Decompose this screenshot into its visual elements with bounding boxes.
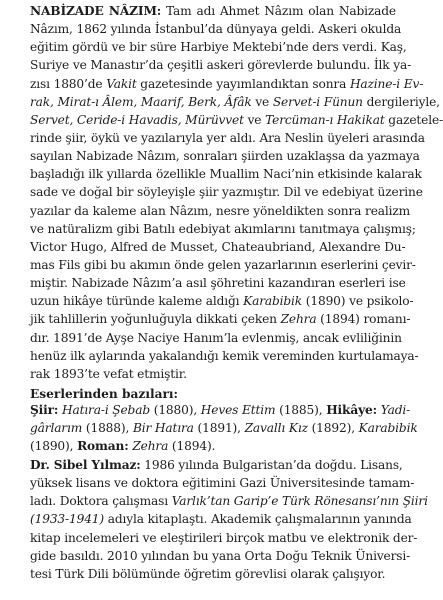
text-line — [30, 256, 416, 274]
text-line — [30, 419, 418, 437]
text-run: Nâzım, 1862 yılında İstanbul’da dünyaya geldi. Askeri okulda — [30, 22, 402, 37]
text-line — [30, 492, 428, 510]
italic-title: Servet, Ceride-i Havadis, Mürüvvet — [30, 112, 244, 127]
bold-text: Roman: — [77, 439, 129, 454]
text-run: ve natüralizm gibi Batılı edebiyat akımlarını tanıtmaya çalışmış; — [30, 221, 416, 236]
text-line — [30, 220, 416, 238]
text-run: jik tahlillerin yoğunluğuyla dikkati çeken — [30, 312, 281, 327]
text-line — [30, 274, 406, 292]
bold-text: Hikâye: — [326, 403, 377, 417]
text-line — [30, 93, 440, 111]
text-line — [30, 529, 418, 547]
italic-title: Zehra — [280, 312, 317, 327]
italic-title: Yadi- — [380, 403, 411, 417]
text-run: başladığı ilk yıllarda özellikle Muallim Naci’nin etkisinde kalarak — [30, 167, 422, 182]
text-run: gazetesinde yayımlandıktan sonra — [136, 76, 350, 91]
text-line — [30, 56, 412, 74]
text-line — [30, 365, 396, 383]
text-run: 1986 yılında Bulgaristan’da doğdu. Lisans, — [140, 458, 403, 472]
text-run: henüz ilk aylarında yakalandığı kemik vereminden kurtulamaya- — [30, 348, 419, 363]
text-line — [30, 238, 406, 256]
text-run: adıyla kitaplaştı. Akademik çalışmalarının yanında — [104, 512, 412, 527]
text-run: gazetele- — [384, 112, 443, 127]
text-run: (1894). — [168, 439, 216, 454]
text-line — [30, 2, 396, 20]
bold-text: Şiir: — [30, 403, 59, 417]
italic-title: gârlarım — [30, 421, 83, 436]
text-line — [30, 547, 411, 565]
italic-title: (1933-1941) — [30, 512, 105, 527]
text-run: (1880), — [149, 403, 201, 417]
text-run: kitap incelemeleri ve eleştirileri birçok matbu ve elektronik der- — [30, 530, 418, 545]
text-line — [30, 292, 414, 310]
text-run: dır. 1891’de Ayşe Naciye Hanım’la evlenmiş, ancak evliliğinin — [30, 330, 402, 345]
text-line — [30, 401, 411, 419]
text-run: ladı. Doktora çalışması — [30, 494, 172, 509]
bio-nabizade-nazim — [30, 2, 443, 383]
text-run: (1890) ve psikolo- — [302, 294, 414, 309]
text-line — [30, 147, 420, 165]
italic-title: rak, Mirat-ı Âlem, Maarif, Berk, Âfâk — [30, 94, 252, 109]
text-line — [30, 111, 443, 129]
text-run: yazılar da kaleme alan Nâzım, nesre yöneldikten sonra realizm — [30, 203, 411, 218]
italic-title: Hatıra-i Şebab — [61, 403, 150, 417]
italic-title: Servet-i Fünun — [272, 94, 363, 109]
text-run: tesi Türk Dili bölümünde öğretim görevlisi olarak çalışıyor. — [30, 566, 386, 581]
text-line — [30, 329, 402, 347]
text-run: sade ve doğal bir söyleyişle şiir yazmıştır. Dil ve edebiyat üzerine — [30, 185, 423, 200]
text-run: (1892), — [307, 421, 359, 436]
italic-title: Zavallı Kız — [244, 421, 308, 436]
text-line — [30, 456, 403, 474]
italic-title: Bir Hatıra — [132, 421, 194, 436]
text-line — [30, 474, 415, 492]
text-line — [30, 437, 396, 455]
text-line — [30, 202, 411, 220]
text-run: (1890), — [30, 439, 78, 454]
italic-title: Hazine-i Ev- — [349, 76, 424, 91]
text-run: uzun hikâye türünde kaleme aldığı — [30, 294, 244, 309]
bio-sibel-yilmaz — [30, 456, 428, 583]
text-line — [30, 165, 422, 183]
text-run: (1894) romanı- — [316, 312, 411, 327]
text-line — [30, 129, 425, 147]
text-line — [30, 38, 407, 56]
italic-title: Tercüman-ı Hakikat — [265, 112, 385, 127]
text-run: eğitim gördü ve bir süre Harbiye Mektebi’nde ders verdi. Kaş, — [30, 40, 407, 55]
text-run: yüksek lisans ve doktora eğitimini Gazi Üniversitesinde tamam- — [30, 476, 415, 491]
text-run: mas Fils gibi bu akımın önde gelen yazarlarının eserlerini çevir- — [30, 257, 416, 272]
text-line — [30, 75, 424, 93]
text-run: sayılan Nabizade Nâzım, sonraları şiirden uzaklaşsa da yazmaya — [30, 149, 420, 164]
text-run: Suriye ve Manastır’da çeşitli askeri görevlerde bulundu. İlk ya- — [30, 58, 412, 73]
italic-title: Karabibik — [358, 421, 418, 436]
text-run: ve — [243, 112, 266, 127]
italic-title: Karabibik — [243, 294, 303, 309]
text-run: rinde şiir, öykü ve yazılarıyla yer aldı. Ara Neslin üyeleri arasında — [30, 130, 425, 145]
text-run: ve — [251, 94, 273, 109]
text-run: dergileriyle, — [362, 94, 440, 109]
text-line — [30, 183, 423, 201]
text-line — [30, 347, 419, 365]
works-heading: Eserlerinden bazıları: — [30, 387, 179, 401]
text-run: zısı 1880’de — [30, 76, 107, 91]
text-line — [30, 565, 396, 583]
text-run: (1888), — [82, 421, 133, 436]
italic-title: Varlık’tan Garip’e Türk Rönesansı’nın Şiiri — [171, 494, 428, 509]
text-run: Victor Hugo, Alfred de Musset, Chateaubriand, Alexandre Du- — [30, 239, 406, 254]
italic-title: Heves Ettim — [200, 403, 276, 417]
text-line — [30, 20, 402, 38]
works-list — [30, 401, 418, 455]
text-run: (1891), — [193, 421, 245, 436]
text-line — [30, 310, 411, 328]
text-run: rak 1893’te vefat etmiştir. — [30, 366, 187, 381]
text-run: (1885), — [275, 403, 327, 417]
text-run: Tam adı Ahmet Nâzım olan Nabizade — [161, 4, 396, 18]
text-run: gide basıldı. 2010 yılından bu yana Orta Doğu Teknik Üniversi- — [30, 548, 411, 563]
bold-text: Dr. Sibel Yılmaz: — [30, 458, 141, 472]
italic-title: Vakit — [106, 76, 137, 91]
text-run: miştir. Nabizade Nâzım’a asıl şöhretini kazandıran eserleri ise — [30, 276, 406, 291]
italic-title: Zehra — [132, 439, 169, 454]
bold-text: NABİZADE NÂZIM: — [30, 4, 162, 18]
text-line — [30, 510, 412, 528]
